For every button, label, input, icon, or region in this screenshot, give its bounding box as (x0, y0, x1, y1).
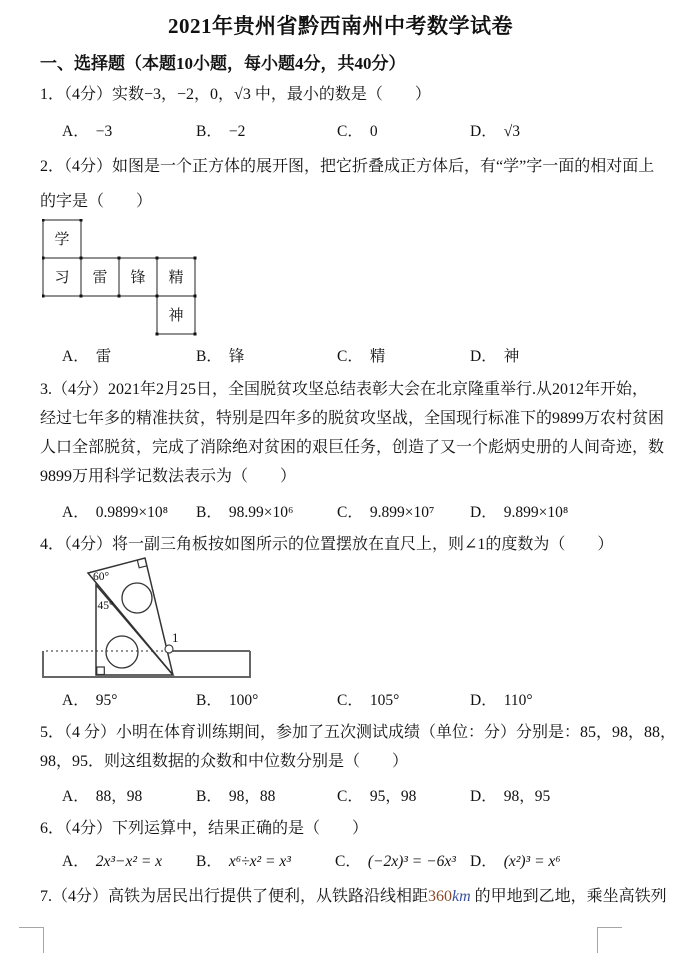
option-d: D． 9.899×10⁸ (470, 504, 569, 521)
net-cell-xue: 学 (54, 232, 70, 248)
distance-value: 360 (428, 888, 453, 905)
question-6-options (0, 849, 681, 873)
question-3-options (0, 500, 681, 524)
question-7-prefix: 7.（4分）高铁为居民出行提供了便利，从铁路沿线相距 (40, 888, 429, 905)
option-c: C． 105° (337, 692, 400, 709)
option-b: B． 锋 (196, 348, 245, 365)
question-4-options (0, 688, 681, 712)
page-title: 2021年贵州省黔西南州中考数学试卷 (168, 14, 513, 38)
question-2-line2: 的字是（ ） (40, 193, 153, 210)
option-b: B． −2 (196, 123, 246, 140)
question-3-line4: 9899万用科学记数法表示为（ ） (40, 468, 297, 485)
net-cell-jing: 精 (168, 270, 184, 286)
question-3-line3: 人口全部脱贫，完成了消除绝对贫困的艰巨任务，创造了又一个彪炳史册的人间奇迹，数 (40, 439, 665, 456)
question-6-text: 6．（4分）下列运算中，结果正确的是（ ） (40, 820, 369, 837)
net-cell-lei: 雷 (92, 270, 108, 286)
cube-net-figure (42, 219, 198, 337)
option-c: C． 精 (337, 348, 386, 365)
option-a: A． 2x³−x² = x (62, 853, 163, 870)
option-d: D． 98，95 (470, 788, 551, 805)
option-d: D． 110° (470, 692, 533, 709)
question-1-text: 1．（4分）实数−3，−2，0，√3 中，最小的数是（ ） (40, 86, 431, 103)
label-45-deg: 45° (97, 600, 114, 612)
option-a: A． 0.9899×10⁸ (62, 504, 168, 521)
question-7-suffix: 的甲地到乙地，乘坐高铁列 (470, 888, 667, 905)
question-3-line1: 3.（4分）2021年2月25日，全国脱贫攻坚总结表彰大会在北京隆重举行.从2012年开始， (40, 381, 649, 398)
question-4-text: 4．（4分）将一副三角板按如图所示的位置摆放在直尺上，则∠1的度数为（ ） (40, 536, 614, 553)
set-squares-ruler-figure (40, 552, 260, 684)
label-angle-1: 1 (172, 630, 179, 645)
option-d: D． 神 (470, 348, 520, 365)
question-1-options (0, 119, 681, 143)
option-c: C． 0 (337, 123, 378, 140)
question-5-line1: 5．（4 分）小明在体育训练期间，参加了五次测试成绩（单位：分）分别是：85，98，88， (40, 724, 677, 741)
right-angle-mark-bottom (97, 667, 105, 675)
set-square-45 (96, 585, 173, 675)
option-a: A． 雷 (62, 348, 112, 365)
question-5-options (0, 784, 681, 808)
option-a: A． 95° (62, 692, 118, 709)
net-cell-feng: 锋 (130, 270, 146, 286)
question-2-line1: 2．（4分）如图是一个正方体的展开图，把它折叠成正方体后，有“学”字一面的相对面上 (40, 158, 655, 175)
option-a: A． 88，98 (62, 788, 143, 805)
net-cell-shen: 神 (168, 308, 184, 324)
label-60-deg: 60° (93, 571, 110, 583)
option-c: C． 9.899×10⁷ (337, 504, 435, 521)
option-c: C． (−2x)³ = −6x³ (335, 853, 456, 870)
question-7-text (40, 886, 667, 908)
option-a: A． −3 (62, 123, 113, 140)
hole-lower (106, 636, 138, 668)
angle-1-vertex-circle (165, 645, 173, 653)
option-b: B． 100° (196, 692, 259, 709)
margin-crop-mark-left (19, 927, 44, 953)
hole-upper (122, 583, 152, 613)
margin-crop-mark-right (597, 927, 622, 953)
question-3-line2: 经过七年多的精准扶贫，特别是四年多的脱贫攻坚战，全国现行标准下的9899万农村贫困 (40, 410, 665, 427)
option-b: B． 98，88 (196, 788, 276, 805)
net-cell-xi: 习 (54, 270, 70, 286)
ruler (43, 651, 250, 677)
question-5-line2: 98，95．则这组数据的众数和中位数分别是（ ） (40, 753, 409, 770)
question-2-options (0, 344, 681, 368)
option-c: C． 95，98 (337, 788, 417, 805)
section-heading: 一、选择题（本题10小题，每小题4分，共40分） (40, 54, 406, 73)
option-b: B． x⁶÷x² = x³ (196, 853, 291, 870)
distance-unit: km (452, 888, 471, 905)
figure-labels (93, 571, 179, 645)
option-d: D． (x²)³ = x⁶ (470, 853, 561, 870)
option-b: B． 98.99×10⁶ (196, 504, 294, 521)
option-d: D． √3 (470, 123, 520, 140)
